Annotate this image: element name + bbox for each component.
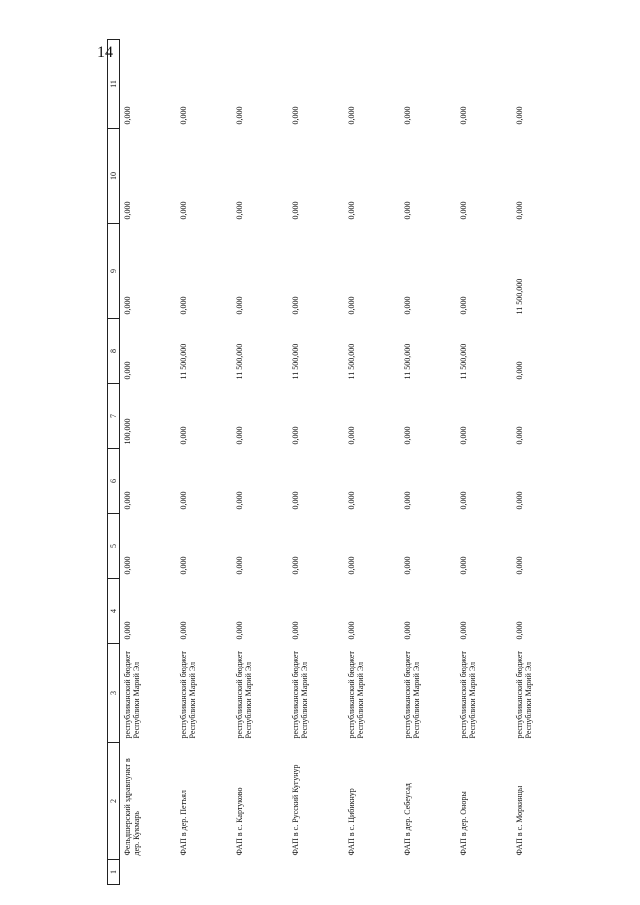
cell-col6: 0,000 [346,491,356,510]
cell-col4: 0,000 [402,621,412,640]
cell-col8: 11 500,000 [234,343,244,380]
cell-col11: 0,000 [123,106,132,125]
cell-col9: 0,000 [458,296,468,315]
cell-col4: 0,000 [123,621,132,640]
cell-col11: 0,000 [458,106,468,125]
cell-col11: 0,000 [290,106,300,125]
cell-col9: 11 500,000 [514,278,524,315]
cell-col7: 0,000 [178,426,188,445]
cell-col7: 0,000 [346,426,356,445]
cell-col8: 0,000 [123,361,132,380]
cell-col7: 0,000 [514,426,524,445]
table-row [512,40,568,885]
col-header-3: 3 [108,644,120,743]
col-header-1: 1 [108,860,120,885]
cell-col6: 0,000 [402,491,412,510]
cell-col9: 0,000 [402,296,412,315]
table-row [120,40,176,885]
cell-col5: 0,000 [178,556,188,575]
cell-col10: 0,000 [123,201,132,220]
col-header-9: 9 [108,224,120,319]
cell-funding-source: республиканский бюджет Республики Марий Эл [290,651,309,739]
col-header-7: 7 [108,384,120,449]
cell-col4: 0,000 [346,621,356,640]
cell-col6: 0,000 [290,491,300,510]
cell-col9: 0,000 [346,296,356,315]
cell-col11: 0,000 [178,106,188,125]
cell-col4: 0,000 [514,621,524,640]
cell-index [512,860,568,885]
cell-funding-source: республиканский бюджет Республики Марий Эл [458,651,477,739]
cell-col10: 0,000 [402,201,412,220]
header-row [108,40,120,885]
col-header-10: 10 [108,129,120,224]
cell-funding-source: республиканский бюджет Республики Марий Эл [234,651,253,739]
cell-funding-source: республиканский бюджет Республики Марий Эл [402,651,421,739]
cell-col6: 0,000 [123,491,132,510]
cell-col4: 0,000 [458,621,468,640]
cell-col4: 0,000 [234,621,244,640]
cell-funding-source: республиканский бюджет Республики Марий Эл [123,651,142,739]
cell-col11: 0,000 [514,106,524,125]
cell-col7: 0,000 [402,426,412,445]
table-row [400,40,456,885]
cell-col10: 0,000 [290,201,300,220]
cell-col10: 0,000 [346,201,356,220]
funding-table [107,39,568,885]
cell-col7: 0,000 [234,426,244,445]
cell-col4: 0,000 [178,621,188,640]
cell-index [176,860,232,885]
cell-object-name: ФАП в с. Моркинцы [514,785,524,856]
cell-index [120,860,176,885]
page-number: 14 [97,44,113,61]
cell-col5: 0,000 [402,556,412,575]
cell-col11: 0,000 [402,106,412,125]
cell-col8: 11 500,000 [178,343,188,380]
cell-col9: 0,000 [123,296,132,315]
cell-col11: 0,000 [346,106,356,125]
table-row [288,40,344,885]
cell-col7: 100,000 [123,418,132,445]
cell-col6: 0,000 [458,491,468,510]
col-header-11: 11 [108,40,120,129]
cell-col10: 0,000 [234,201,244,220]
cell-col10: 0,000 [458,201,468,220]
cell-object-name: ФАП в дер. Оноры [458,791,468,856]
cell-col4: 0,000 [290,621,300,640]
cell-col8: 11 500,000 [290,343,300,380]
col-header-6: 6 [108,449,120,514]
cell-object-name: Фельдшерский здравпункт в дер. Кукмарь [123,758,142,856]
cell-index [288,860,344,885]
cell-index [456,860,512,885]
cell-object-name: ФАП в с. Картуково [234,787,244,856]
cell-funding-source: республиканский бюджет Республики Марий Эл [178,651,197,739]
cell-object-name: ФАП в дер. Себеусад [402,783,412,856]
cell-index [344,860,400,885]
rotated-table-wrapper [107,40,535,885]
cell-col7: 0,000 [458,426,468,445]
cell-col9: 0,000 [234,296,244,315]
cell-object-name: ФАП в дер. Петъял [178,790,188,856]
table-row [344,40,400,885]
col-header-5: 5 [108,514,120,579]
cell-funding-source: республиканский бюджет Республики Марий Эл [514,651,533,739]
cell-col8: 0,000 [514,361,524,380]
table-row [232,40,288,885]
cell-object-name: ФАП в с. Русский Кугунур [290,764,300,856]
cell-col5: 0,000 [234,556,244,575]
cell-col7: 0,000 [290,426,300,445]
cell-col8: 11 500,000 [458,343,468,380]
cell-col8: 11 500,000 [346,343,356,380]
col-header-2: 2 [108,743,120,860]
cell-col6: 0,000 [178,491,188,510]
cell-col5: 0,000 [123,556,132,575]
cell-object-name: ФАП в с. Цибикнур [346,788,356,856]
cell-col10: 0,000 [514,201,524,220]
col-header-8: 8 [108,319,120,384]
cell-col5: 0,000 [458,556,468,575]
table-row [456,40,512,885]
cell-funding-source: республиканский бюджет Республики Марий Эл [346,651,365,739]
cell-col5: 0,000 [514,556,524,575]
cell-col6: 0,000 [234,491,244,510]
cell-col9: 0,000 [290,296,300,315]
cell-index [400,860,456,885]
cell-col9: 0,000 [178,296,188,315]
cell-col6: 0,000 [514,491,524,510]
cell-index [232,860,288,885]
col-header-4: 4 [108,579,120,644]
cell-col10: 0,000 [178,201,188,220]
cell-col5: 0,000 [290,556,300,575]
cell-col11: 0,000 [234,106,244,125]
cell-col5: 0,000 [346,556,356,575]
table-row [176,40,232,885]
cell-col8: 11 500,000 [402,343,412,380]
